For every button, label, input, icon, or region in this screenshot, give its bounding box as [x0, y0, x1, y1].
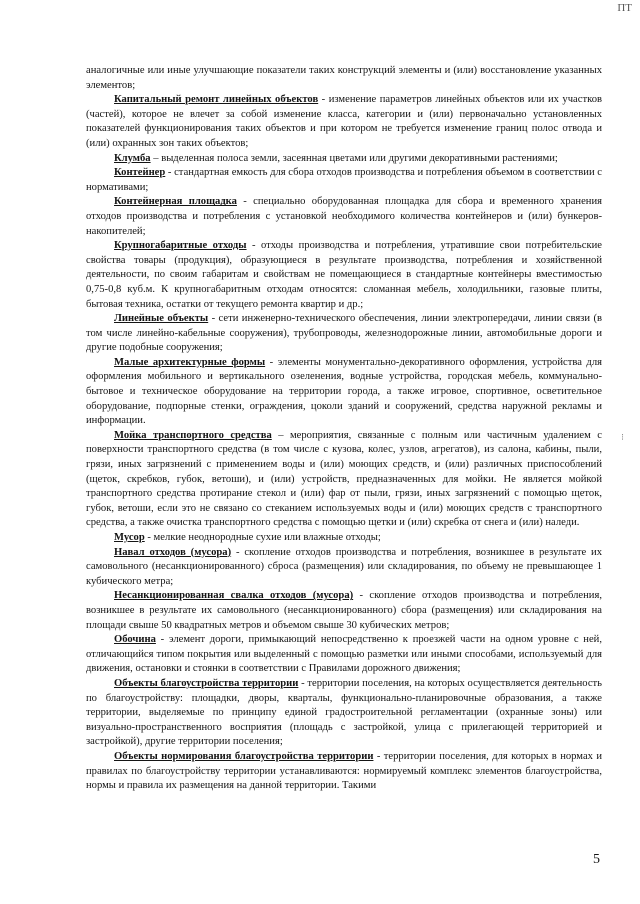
definition-entry	[86, 93, 602, 151]
definition-term: Объекты благоустройства территории	[114, 677, 299, 689]
definition-term: Крупногабаритные отходы	[114, 240, 247, 252]
definition-term: Контейнерная площадка	[114, 196, 237, 208]
definition-entry	[86, 356, 602, 429]
page-number: 5	[593, 852, 600, 867]
intro-paragraph: аналогичные или иные улучшающие показатели таких конструкций элементы и (или) восстановление указанных элементов;	[86, 65, 602, 91]
definition-entry	[86, 239, 602, 312]
definition-entry	[86, 429, 602, 531]
definition-text: - стандартная емкость для сбора отходов производства и потребления объемом в соответствии с нормативами;	[86, 167, 602, 193]
definition-text: - отходы производства и потребления, утратившие свои потребительские свойства товары (продукция), образующиеся в результате производства, потребления и хозяйственной деятельности, по своим габаритам и свойствам не помещающиеся в стандартные контейнеры вместимостью 0,75-0,8 куб.м. К крупногабаритным отходам относятся: сломанная мебель, холодильники, газовые плиты, бытовая техника, остатки от текущего ремонта квартир и др.;	[86, 240, 602, 310]
definition-term: Контейнер	[114, 167, 166, 179]
definition-text: - территории поселения, для которых в нормах и правилах по благоустройству территории устанавливаются: нормируемый комплекс элементов благоустройства, нормы и правила их размещения на данной территории. Такими	[86, 750, 603, 792]
definition-text: - элемент дороги, примыкающий непосредственно к проезжей части на одном уровне с ней, отличающийся типом покрытия или выделенный с помощью разметки или иными способами, используемый для движения, остановки и стоянки в соответствии с Правилами дорожного движения;	[86, 634, 602, 675]
definition-entry	[86, 531, 602, 546]
definition-entry	[86, 546, 602, 590]
definition-term: Малые архитектурные формы	[114, 356, 266, 368]
definition-text: - изменение параметров линейных объектов или их участков (частей), которое не влечет за собой изменение класса, категории и (или) первоначально установленных показателей функционирования таких объектов и при котором не требуется изменение границ полос отвода и (или) охранных зон таких объектов;	[86, 94, 602, 149]
definition-text: – выделенная полоса земли, засеянная цветами или другими декоративными растениями;	[150, 152, 558, 164]
margin-mark: ⁝	[621, 432, 624, 442]
definition-term: Обочина	[114, 634, 156, 646]
definition-term: Мойка транспортного средства	[114, 429, 272, 441]
definition-text: - элементы монументально-декоративного оформления, устройства для оформления мобильного и вертикального озеленения, водные устройства, городская мебель, коммунально-бытовое и техническое оборудование на территории города, а также игровое, спортивное, осветительное оборудование, подпорные стенки, ограждения, цоколи зданий и сооружений, средства наружной рекламы и информации.	[86, 356, 602, 427]
definition-text: - территории поселения, на которых осуществляется деятельность по благоустройству: площадки, дворы, кварталы, функционально-планировочные образования, а также территории, выделяемые по принципу единой градостроительной регламентации (охранные зоны) или визуально-пространственного восприятия (площадь с застройкой, улица с прилегающей территорией и застройкой), другие территории поселения;	[86, 677, 602, 748]
definition-term: Капитальный ремонт линейных объектов	[114, 94, 319, 106]
definition-text: - сети инженерно-технического обеспечения, линии электропередачи, линии связи (в том числе линейно-кабельные сооружения), трубопроводы, железнодорожные линии, автомобильные дороги и другие подобные сооружения;	[86, 313, 602, 354]
definition-entry	[86, 195, 602, 239]
definition-entry	[86, 589, 602, 633]
definition-text: – мероприятия, связанные с полным или частичным удалением с поверхности транспортного средства (в том числе с кузова, колес, узлов, агрегатов), из салона, кабины, пыли, грязи, иных загрязнений с применением воды и (или) моющих средств, и (или) различных приспособлений (щеток, скребков, губок, ветоши), и (или) устройств, предназначенных для мойки. Не является мойкой транспортного средства протирание стекол и (или) фар от пыли, грязи, иных загрязнений с помощью щеток, губок, ветоши, если это не связано со стеканием используемых воды и (или) моющих средств с транспортного средства, а также очистка транспортного средства с помощью щетки и (или) скребка от снега и (или) наледи.	[86, 429, 602, 529]
corner-mark: ПТ	[617, 2, 632, 14]
definition-entry	[86, 750, 602, 794]
definition-term: Клумба	[114, 152, 151, 164]
document-body	[86, 64, 602, 794]
definition-list	[86, 93, 602, 794]
definition-text: - скопление отходов производства и потребления, возникшее в результате их самовольного (несанкционированного) сбора (размещения) или складирования на площади свыше 50 квадратных метров и объемом свыше 30 кубических метров;	[86, 590, 602, 631]
definition-entry	[86, 677, 602, 750]
definition-term: Несанкционированная свалка отходов (мусора)	[114, 590, 354, 602]
definition-entry	[86, 633, 602, 677]
definition-text: - специально оборудованная площадка для сбора и временного хранения отходов производства и потребления с установкой необходимого количества контейнеров и (или) бункеров-накопителей;	[86, 196, 602, 237]
definition-term: Навал отходов (мусора)	[114, 546, 232, 558]
definition-entry	[86, 152, 602, 167]
definition-entry	[86, 312, 602, 356]
definition-term: Объекты нормирования благоустройства территории	[114, 750, 374, 762]
definition-term: Линейные объекты	[114, 313, 209, 325]
definition-text: - скопление отходов производства и потребления, возникшее в результате их самовольного (несанкционированного) сброса (размещения) или складирования, по объему не превышающее 1 кубического метра;	[86, 546, 602, 587]
definition-term: Мусор	[114, 532, 145, 543]
definition-text: - мелкие неоднородные сухие или влажные отходы;	[144, 532, 381, 543]
definition-entry	[86, 166, 602, 195]
